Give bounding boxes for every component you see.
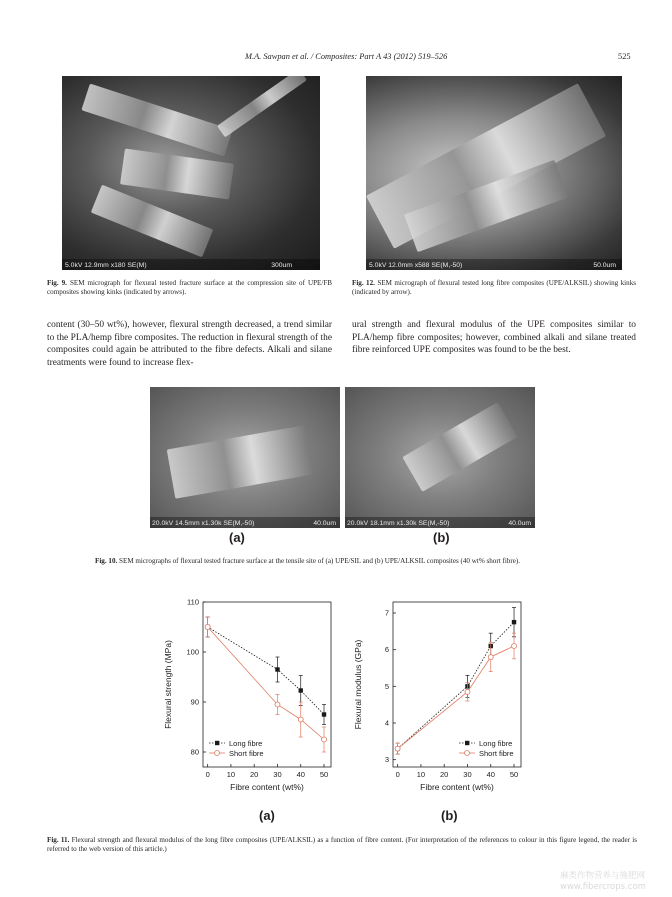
- sem-info-bar: [150, 517, 340, 528]
- data-point: [298, 717, 303, 722]
- legend-label: Short fibre: [479, 748, 514, 758]
- legend-label: Short fibre: [229, 748, 264, 758]
- fig11-caption: [47, 836, 637, 854]
- sem-parameters: 5.0kV 12.0mm x588 SE(M,-50): [369, 262, 463, 269]
- fig11-label-b: (b): [441, 808, 458, 823]
- x-tick-label: 0: [205, 770, 210, 779]
- scale-bar-label: 300um: [271, 262, 292, 269]
- x-tick-label: 40: [486, 770, 495, 779]
- fibre-bundle: [217, 76, 307, 137]
- x-tick-label: 10: [416, 770, 426, 779]
- sem-parameters: 5.0kV 12.9mm x180 SE(M): [65, 262, 147, 269]
- data-point: [465, 689, 470, 694]
- caption-label: Fig. 10.: [95, 557, 118, 565]
- y-tick-label: 100: [186, 647, 199, 657]
- caption-text: SEM micrograph for flexural tested fracture surface at the compression site of UPE/FB composites showing kinks (indicated by arrows).: [47, 279, 333, 296]
- caption-label: Fig. 9.: [47, 279, 67, 287]
- x-tick-label: 50: [319, 770, 329, 779]
- page-number: 525: [618, 52, 631, 61]
- y-axis-label: Flexural strength (MPa): [163, 640, 173, 729]
- x-tick-label: 40: [296, 770, 305, 779]
- legend-marker: [215, 741, 219, 745]
- x-tick-label: 0: [395, 770, 400, 779]
- data-point: [512, 644, 517, 649]
- fig10-label-b: (b): [433, 530, 450, 545]
- legend-label: Long fibre: [229, 738, 263, 748]
- x-tick-label: 20: [250, 770, 259, 779]
- scale-bar-label: 40.0um: [508, 520, 531, 527]
- fig12-caption: [352, 279, 636, 297]
- x-tick-label: 30: [273, 770, 282, 779]
- flexural-modulus-chart: [345, 590, 535, 810]
- fig10b-micrograph: [345, 387, 535, 528]
- fig10-caption: [95, 557, 615, 566]
- fibre-bundle: [81, 84, 232, 157]
- data-point: [322, 737, 327, 742]
- plot-frame: [203, 602, 331, 767]
- watermark-url: www.fibercrops.com: [560, 882, 646, 892]
- y-tick-label: 6: [384, 645, 389, 655]
- series-line: [398, 646, 514, 749]
- y-tick-label: 80: [190, 747, 199, 757]
- data-point: [395, 746, 400, 751]
- x-tick-label: 10: [226, 770, 236, 779]
- fibre-bundle: [167, 425, 314, 499]
- sem-info-bar: [345, 517, 535, 528]
- caption-label: Fig. 12.: [352, 279, 375, 287]
- data-point: [488, 655, 493, 660]
- flexural-strength-chart: [155, 590, 345, 810]
- fig9-caption: [47, 279, 332, 297]
- series-line: [398, 622, 514, 749]
- sem-info-bar: [62, 259, 320, 270]
- y-tick-label: 7: [384, 608, 389, 618]
- scale-bar-label: 40.0um: [313, 520, 336, 527]
- x-tick-label: 30: [463, 770, 472, 779]
- y-tick-label: 5: [384, 681, 389, 691]
- fig9-micrograph: [62, 76, 320, 270]
- caption-label: Fig. 11.: [47, 836, 70, 844]
- data-point: [512, 620, 516, 624]
- y-tick-label: 110: [187, 597, 199, 607]
- fibre-bundle: [91, 185, 214, 258]
- caption-text: Flexural strength and flexural modulus of the long fibre composites (UPE/ALKSIL) as a function of fibre content. (For interpretation of the references to colour in this figure legend, the reader is referred to the web version of this article.): [47, 836, 637, 853]
- y-tick-label: 4: [384, 718, 389, 728]
- data-point: [322, 712, 326, 716]
- scale-bar-label: 50.0um: [593, 262, 616, 269]
- x-axis-label: Fibre content (wt%): [420, 782, 494, 792]
- legend-marker: [465, 741, 469, 745]
- caption-text: SEM micrographs of flexural tested fracture surface at the tensile site of (a) UPE/SIL and (b) UPE/ALKSIL composites (40 wt% short fibre).: [119, 557, 520, 565]
- y-tick-label: 90: [190, 697, 199, 707]
- sem-info-bar: [366, 259, 622, 270]
- data-point: [275, 702, 280, 707]
- data-point: [205, 625, 210, 630]
- fig10a-micrograph: [150, 387, 340, 528]
- journal-citation: M.A. Sawpan et al. / Composites: Part A 43 (2012) 519–526: [245, 52, 448, 61]
- sem-parameters: 20.0kV 14.5mm x1.30k SE(M,-50): [152, 520, 255, 527]
- fig11-label-a: (a): [259, 808, 275, 823]
- body-paragraph-left: content (30–50 wt%), however, flexural strength decreased, a trend similar to the PLA/hemp fibre composites. The reduction in flexural strength of the composites could again be attributed to the fibre defects. Alkali and silane treatments were found to increase flex-: [47, 320, 332, 368]
- y-tick-label: 3: [384, 755, 389, 765]
- x-axis-label: Fibre content (wt%): [230, 782, 304, 792]
- legend-label: Long fibre: [479, 738, 513, 748]
- series-line: [208, 627, 324, 715]
- data-point: [299, 688, 303, 692]
- fig12-micrograph: [366, 76, 622, 270]
- legend-marker: [215, 751, 220, 756]
- series-line: [208, 627, 324, 740]
- data-point: [275, 667, 279, 671]
- fibre-bundle: [402, 402, 517, 492]
- legend-marker: [465, 751, 470, 756]
- caption-text: SEM micrograph of flexural tested long fibre composites (UPE/ALKSIL) showing kinks (indicated by arrow).: [352, 279, 636, 296]
- y-axis-label: Flexural modulus (GPa): [353, 639, 363, 730]
- fig10-label-a: (a): [229, 530, 245, 545]
- fibre-bundle: [120, 149, 234, 200]
- body-paragraph-right: ural strength and flexural modulus of the UPE composites similar to PLA/hemp fibre composites; however, combined alkali and silane treated fibre reinforced UPE composites was found to be the best.: [352, 320, 636, 355]
- x-tick-label: 20: [440, 770, 449, 779]
- x-tick-label: 50: [509, 770, 519, 779]
- sem-parameters: 20.0kV 18.1mm x1.30k SE(M,-50): [347, 520, 450, 527]
- watermark-cn: 麻类作物营养与施肥网: [560, 871, 646, 881]
